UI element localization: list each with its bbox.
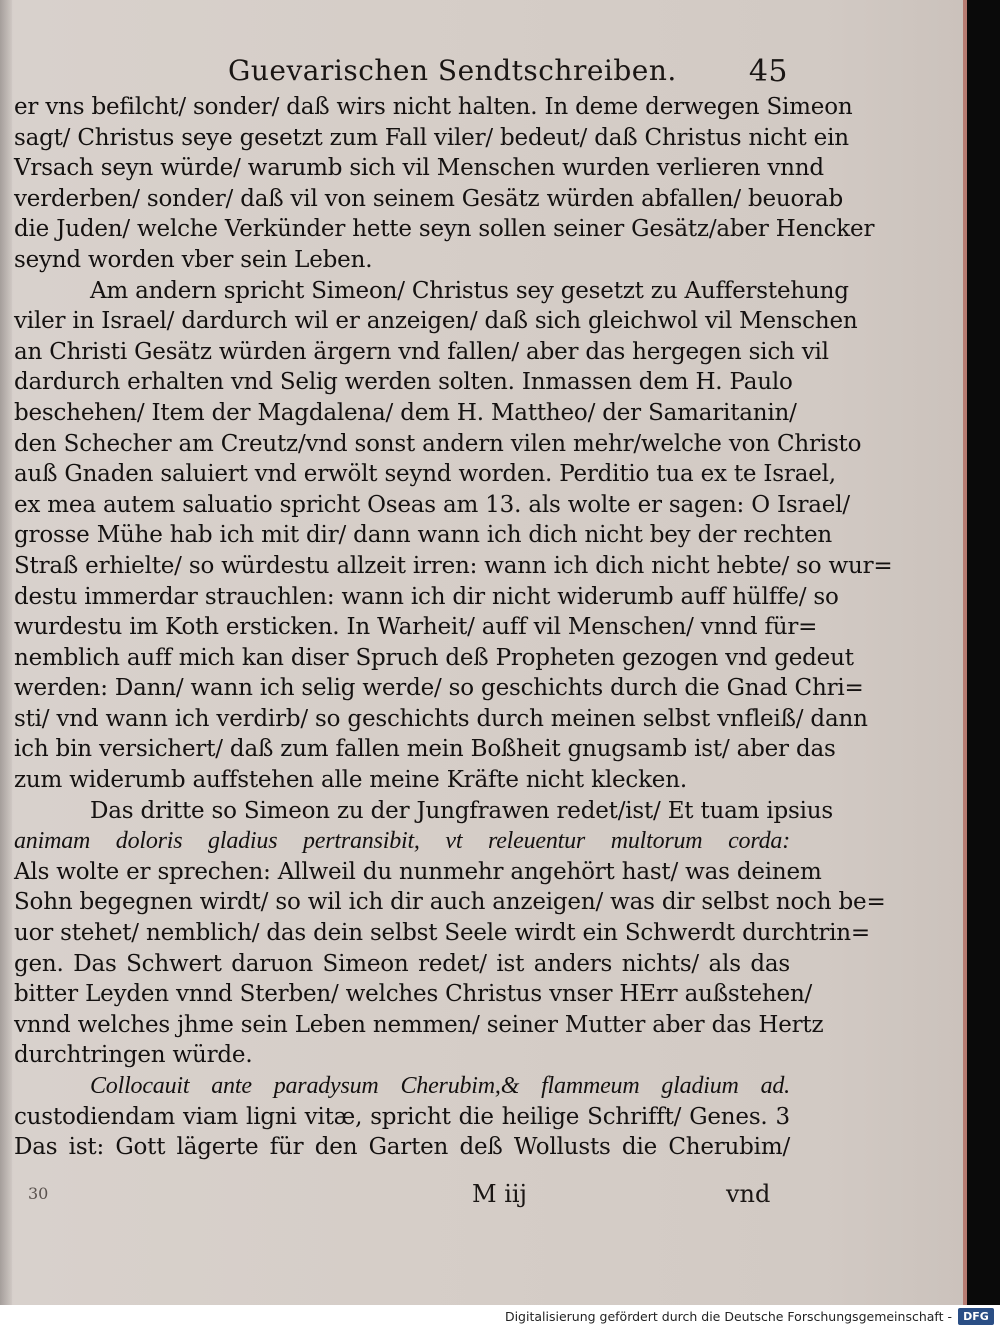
text-line: Das ist: Gott lägerte für den Garten deß Wollusts die Cherubim/: [14, 1134, 790, 1161]
text-line: Collocauit ante paradysum Cherubim,& flammeum gladium ad.: [90, 1073, 790, 1099]
text-line: sagt/ Christus seye gesetzt zum Fall viler/ bedeut/ daß Christus nicht ein: [14, 124, 849, 151]
page-footer: [14, 1180, 774, 1214]
text-line: die Juden/ welche Verkünder hette seyn sollen seiner Gesätz/aber Hencker: [14, 216, 875, 243]
text-line: custodiendam viam ligni vitæ, spricht die heilige Schrifft/ Genes. 3: [14, 1103, 790, 1130]
running-header: [228, 52, 788, 92]
text-line: beschehen/ Item der Magdalena/ dem H. Mattheo/ der Samaritanin/: [14, 399, 797, 426]
text-line: werden: Dann/ wann ich selig werde/ so geschichts durch die Gnad Chri=: [14, 675, 864, 702]
text-line: verderben/ sonder/ daß vil von seinem Gesätz würden abfallen/ beuorab: [14, 185, 844, 212]
text-line: durchtringen würde.: [14, 1042, 253, 1069]
text-line: destu immerdar strauchlen: wann ich dir nicht widerumb auff hülffe/ so: [14, 583, 839, 610]
text-line: Sohn begegnen wirdt/ so wil ich dir auch anzeigen/ was dir selbst noch be=: [14, 889, 886, 916]
text-line: an Christi Gesätz würden ärgern vnd fallen/ aber das hergegen sich vil: [14, 338, 829, 365]
text-line: Das dritte so Simeon zu der Jungfrawen redet/ist/ Et tuam ipsius: [90, 797, 833, 824]
text-line: ich bin versichert/ daß zum fallen mein Boßheit gnugsamb ist/ aber das: [14, 736, 836, 763]
text-block: [14, 92, 893, 1163]
text-line: seynd worden vber sein Leben.: [14, 246, 373, 273]
text-line: Am andern spricht Simeon/ Christus sey gesetzt zu Aufferstehung: [90, 277, 849, 304]
signature-mark: 30: [28, 1184, 49, 1203]
text-line: uor stehet/ nemblich/ das dein selbst Seele wirdt ein Schwerdt durchtrin=: [14, 920, 870, 947]
funding-banner: [0, 1305, 1000, 1329]
text-line: Vrsach seyn würde/ warumb sich vil Menschen wurden verlieren vnnd: [14, 155, 824, 182]
text-line: Straß erhielte/ so würdestu allzeit irren: wann ich dich nicht hebte/ so wur=: [14, 552, 893, 579]
sheet-signature: M iij: [472, 1180, 527, 1208]
text-line: bitter Leyden vnnd Sterben/ welches Christus vnser HErr außstehen/: [14, 981, 813, 1008]
dfg-logo: DFG: [958, 1308, 994, 1325]
text-line: nemblich auff mich kan diser Spruch deß Propheten gezogen vnd gedeut: [14, 644, 854, 671]
text-line: wurdestu im Koth ersticken. In Warheit/ auff vil Menschen/ vnnd für=: [14, 614, 818, 641]
text-line: den Schecher am Creutz/vnd sonst andern vilen mehr/welche von Christo: [14, 430, 862, 457]
text-line: gen. Das Schwert daruon Simeon redet/ ist anders nichts/ als das: [14, 950, 790, 977]
text-line: ex mea autem saluatio spricht Oseas am 13. als wolte er sagen: O Israel/: [14, 491, 850, 518]
text-line: grosse Mühe hab ich mit dir/ dann wann ich dich nicht bey der rechten: [14, 522, 832, 549]
text-line: vnnd welches jhme sein Leben nemmen/ seiner Mutter aber das Hertz: [14, 1011, 824, 1038]
text-line: sti/ vnd wann ich verdirb/ so geschichts durch meinen selbst vnfleiß/ dann: [14, 705, 868, 732]
text-line: auß Gnaden saluiert vnd erwölt seynd worden. Perditio tua ex te Israel,: [14, 461, 836, 488]
page-number: 45: [748, 54, 788, 89]
text-line: dardurch erhalten vnd Selig werden solten. Inmassen dem H. Paulo: [14, 369, 793, 396]
text-line: animam doloris gladius pertransibit, vt releuentur multorum corda:: [14, 828, 790, 855]
text-line: viler in Israel/ dardurch wil er anzeigen/ daß sich gleichwol vil Menschen: [14, 308, 858, 335]
text-line: Als wolte er sprechen: Allweil du nunmehr angehört hast/ was deinem: [14, 858, 822, 885]
running-title: Guevarischen Sendtschreiben.: [228, 54, 677, 87]
text-line: er vns befilcht/ sonder/ daß wirs nicht halten. In deme derwegen Simeon: [14, 94, 853, 120]
text-line: zum widerumb auffstehen alle meine Kräfte nicht klecken.: [14, 767, 687, 794]
catchword: vnd: [726, 1180, 771, 1208]
funding-text: Digitalisierung gefördert durch die Deutsche Forschungsgemeinschaft -: [504, 1309, 952, 1324]
